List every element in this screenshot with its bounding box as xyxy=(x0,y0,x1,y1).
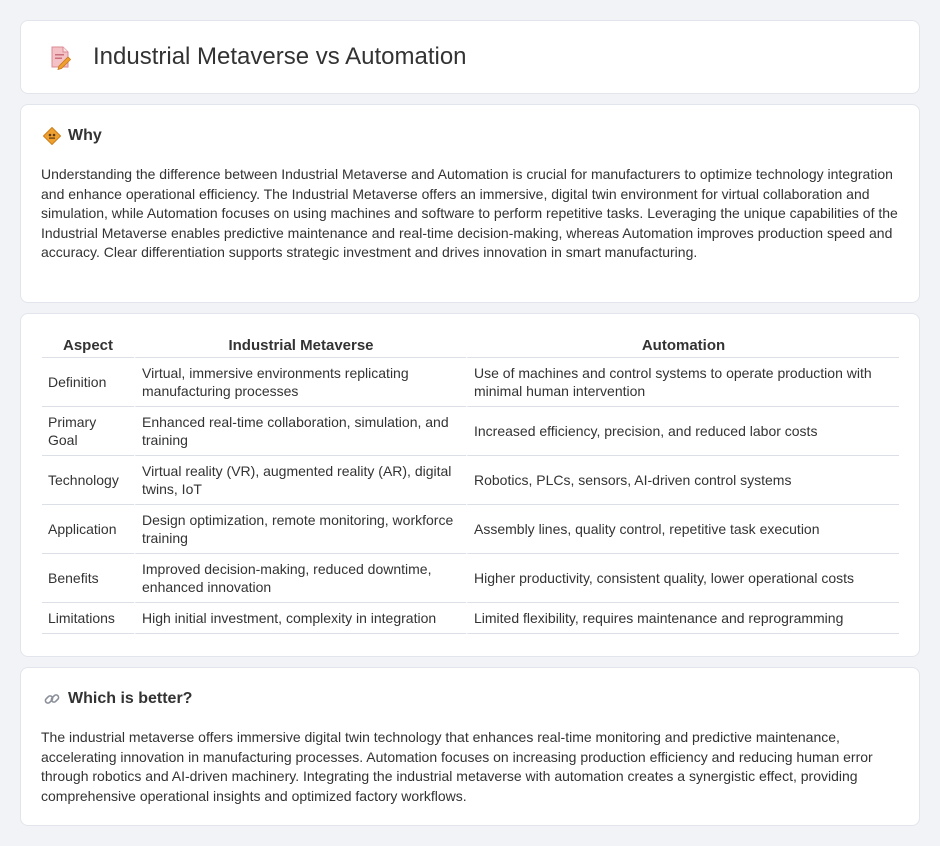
why-title: Why xyxy=(68,127,102,144)
which-is-better-body: The industrial metaverse offers immersive digital twin technology that enhances real-time monitoring and predictive maintenance, accelerating innovation in manufacturing processes. Automation focuses on increasing production efficiency and reducing human error through robotics and AI-driven machinery. Integrating the industrial metaverse with automation creates a synergistic effect, providing comprehensive operational insights and optimized factory workflows. xyxy=(41,729,873,804)
header-industrial-metaverse: Industrial Metaverse xyxy=(134,334,466,358)
row-aspect: Primary Goal xyxy=(42,407,134,456)
row-automation: Limited flexibility, requires maintenance and reprogramming xyxy=(466,603,899,634)
row-aspect: Technology xyxy=(42,456,134,505)
which-is-better-section xyxy=(20,667,920,826)
table-row xyxy=(42,505,899,554)
comparison-table xyxy=(42,334,899,634)
row-metaverse: Design optimization, remote monitoring, workforce training xyxy=(134,505,466,554)
why-section xyxy=(20,104,920,303)
row-aspect: Application xyxy=(42,505,134,554)
table-row xyxy=(42,603,899,634)
header-automation: Automation xyxy=(466,334,899,358)
table-row xyxy=(42,407,899,456)
row-automation: Assembly lines, quality control, repetitive task execution xyxy=(466,505,899,554)
table-row xyxy=(42,456,899,505)
row-aspect: Benefits xyxy=(42,554,134,603)
diamond-sign-icon xyxy=(43,127,61,145)
table-row xyxy=(42,358,899,407)
document-pencil-icon xyxy=(47,44,73,70)
page-title: Industrial Metaverse vs Automation xyxy=(93,43,467,70)
row-automation: Robotics, PLCs, sensors, AI-driven control systems xyxy=(466,456,899,505)
which-is-better-title: Which is better? xyxy=(68,690,193,707)
table-row xyxy=(42,554,899,603)
comparison-card xyxy=(20,313,920,657)
header-aspect: Aspect xyxy=(42,334,134,358)
table-header-row xyxy=(42,334,899,358)
why-body: Understanding the difference between Industrial Metaverse and Automation is crucial for manufacturers to optimize technology integration and enhance operational efficiency. The Industrial Metaverse offers an immersive, digital twin environment for virtual collaboration and simulation, while Automation focuses on using machines and software to perform repetitive tasks. Leveraging the unique capabilities of the Industrial Metaverse enables predictive maintenance and real-time decision-making, whereas Automation improves production speed and accuracy. Clear differentiation supports strategic investment and drives innovation in smart manufacturing. xyxy=(41,166,898,260)
header-card xyxy=(20,20,920,94)
row-metaverse: High initial investment, complexity in integration xyxy=(134,603,466,634)
row-aspect: Definition xyxy=(42,358,134,407)
row-metaverse: Improved decision-making, reduced downtime, enhanced innovation xyxy=(134,554,466,603)
row-automation: Use of machines and control systems to operate production with minimal human intervention xyxy=(466,358,899,407)
row-automation: Increased efficiency, precision, and reduced labor costs xyxy=(466,407,899,456)
row-aspect: Limitations xyxy=(42,603,134,634)
row-automation: Higher productivity, consistent quality, lower operational costs xyxy=(466,554,899,603)
row-metaverse: Virtual reality (VR), augmented reality (AR), digital twins, IoT xyxy=(134,456,466,505)
row-metaverse: Enhanced real-time collaboration, simulation, and training xyxy=(134,407,466,456)
link-icon xyxy=(43,690,61,708)
row-metaverse: Virtual, immersive environments replicating manufacturing processes xyxy=(134,358,466,407)
